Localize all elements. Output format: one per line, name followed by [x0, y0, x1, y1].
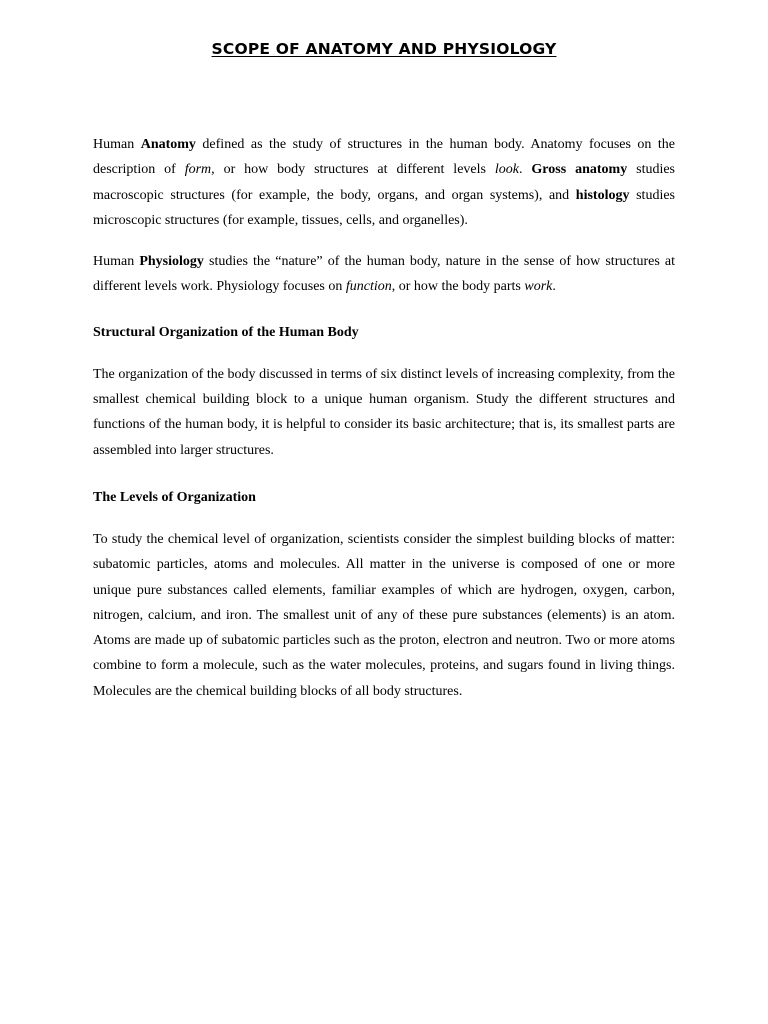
term-form: form, — [184, 162, 215, 178]
term-gross-anatomy: Gross anatomy — [531, 162, 628, 178]
document-body — [93, 132, 675, 719]
paragraph-anatomy — [93, 132, 675, 233]
text-run: defined as the study of structures in the human body. Anatomy focuses on the description of — [93, 137, 675, 178]
heading-structural-organization: Structural Organization of the Human Body — [93, 324, 359, 340]
text-run: , or how the body parts — [391, 279, 525, 295]
paragraph-physiology — [93, 249, 675, 300]
text-run: . — [519, 162, 532, 178]
text-run: Human — [93, 137, 141, 152]
text-run: or how body structures at different levels — [214, 162, 495, 178]
heading-levels-of-organization: The Levels of Organization — [93, 489, 256, 505]
text-run: . — [552, 279, 556, 295]
term-function: function — [345, 279, 392, 295]
term-look: look — [494, 162, 519, 178]
term-work: work — [524, 279, 553, 295]
paragraph-structural-organization: The organization of the body discussed in terms of six distinct levels of increasing complexity, from the smallest chemical building block to a unique human organism. Study the different structures and functions of the human body, it is helpful to consider its basic architecture; that is, its smallest parts are assembled into larger structures. — [93, 366, 675, 458]
term-histology: histology — [575, 187, 630, 203]
text-run: studies macroscopic structures (for example, the body, organs, and organ systems), and — [93, 162, 676, 203]
text-run: studies microscopic structures (for example, tissues, cells, and organelles). — [93, 187, 676, 228]
term-anatomy: Anatomy — [140, 137, 196, 152]
text-run: studies the “nature” of the human body, nature in the sense of how structures at different levels work. Physiology focuses on — [93, 254, 675, 295]
text-run: Human — [93, 254, 140, 270]
term-physiology: Physiology — [139, 254, 204, 270]
document-title: SCOPE OF ANATOMY AND PHYSIOLOGY — [211, 40, 557, 58]
paragraph-levels-of-organization: To study the chemical level of organization, scientists consider the simplest building blocks of matter: subatomic particles, atoms and molecules. All matter in the universe is composed of one or more unique pure substances called elements, familiar examples of which are hydrogen, oxygen, carbon, nitrogen, calcium, and iron. The smallest unit of any of these pure substances (elements) is an atom. Atoms are made up of subatomic particles such as the proton, electron and neutron. Two or more atoms combine to form a molecule, such as the water molecules, proteins, and sugars found in living things. Molecules are the chemical building blocks of all body structures. — [93, 531, 675, 699]
